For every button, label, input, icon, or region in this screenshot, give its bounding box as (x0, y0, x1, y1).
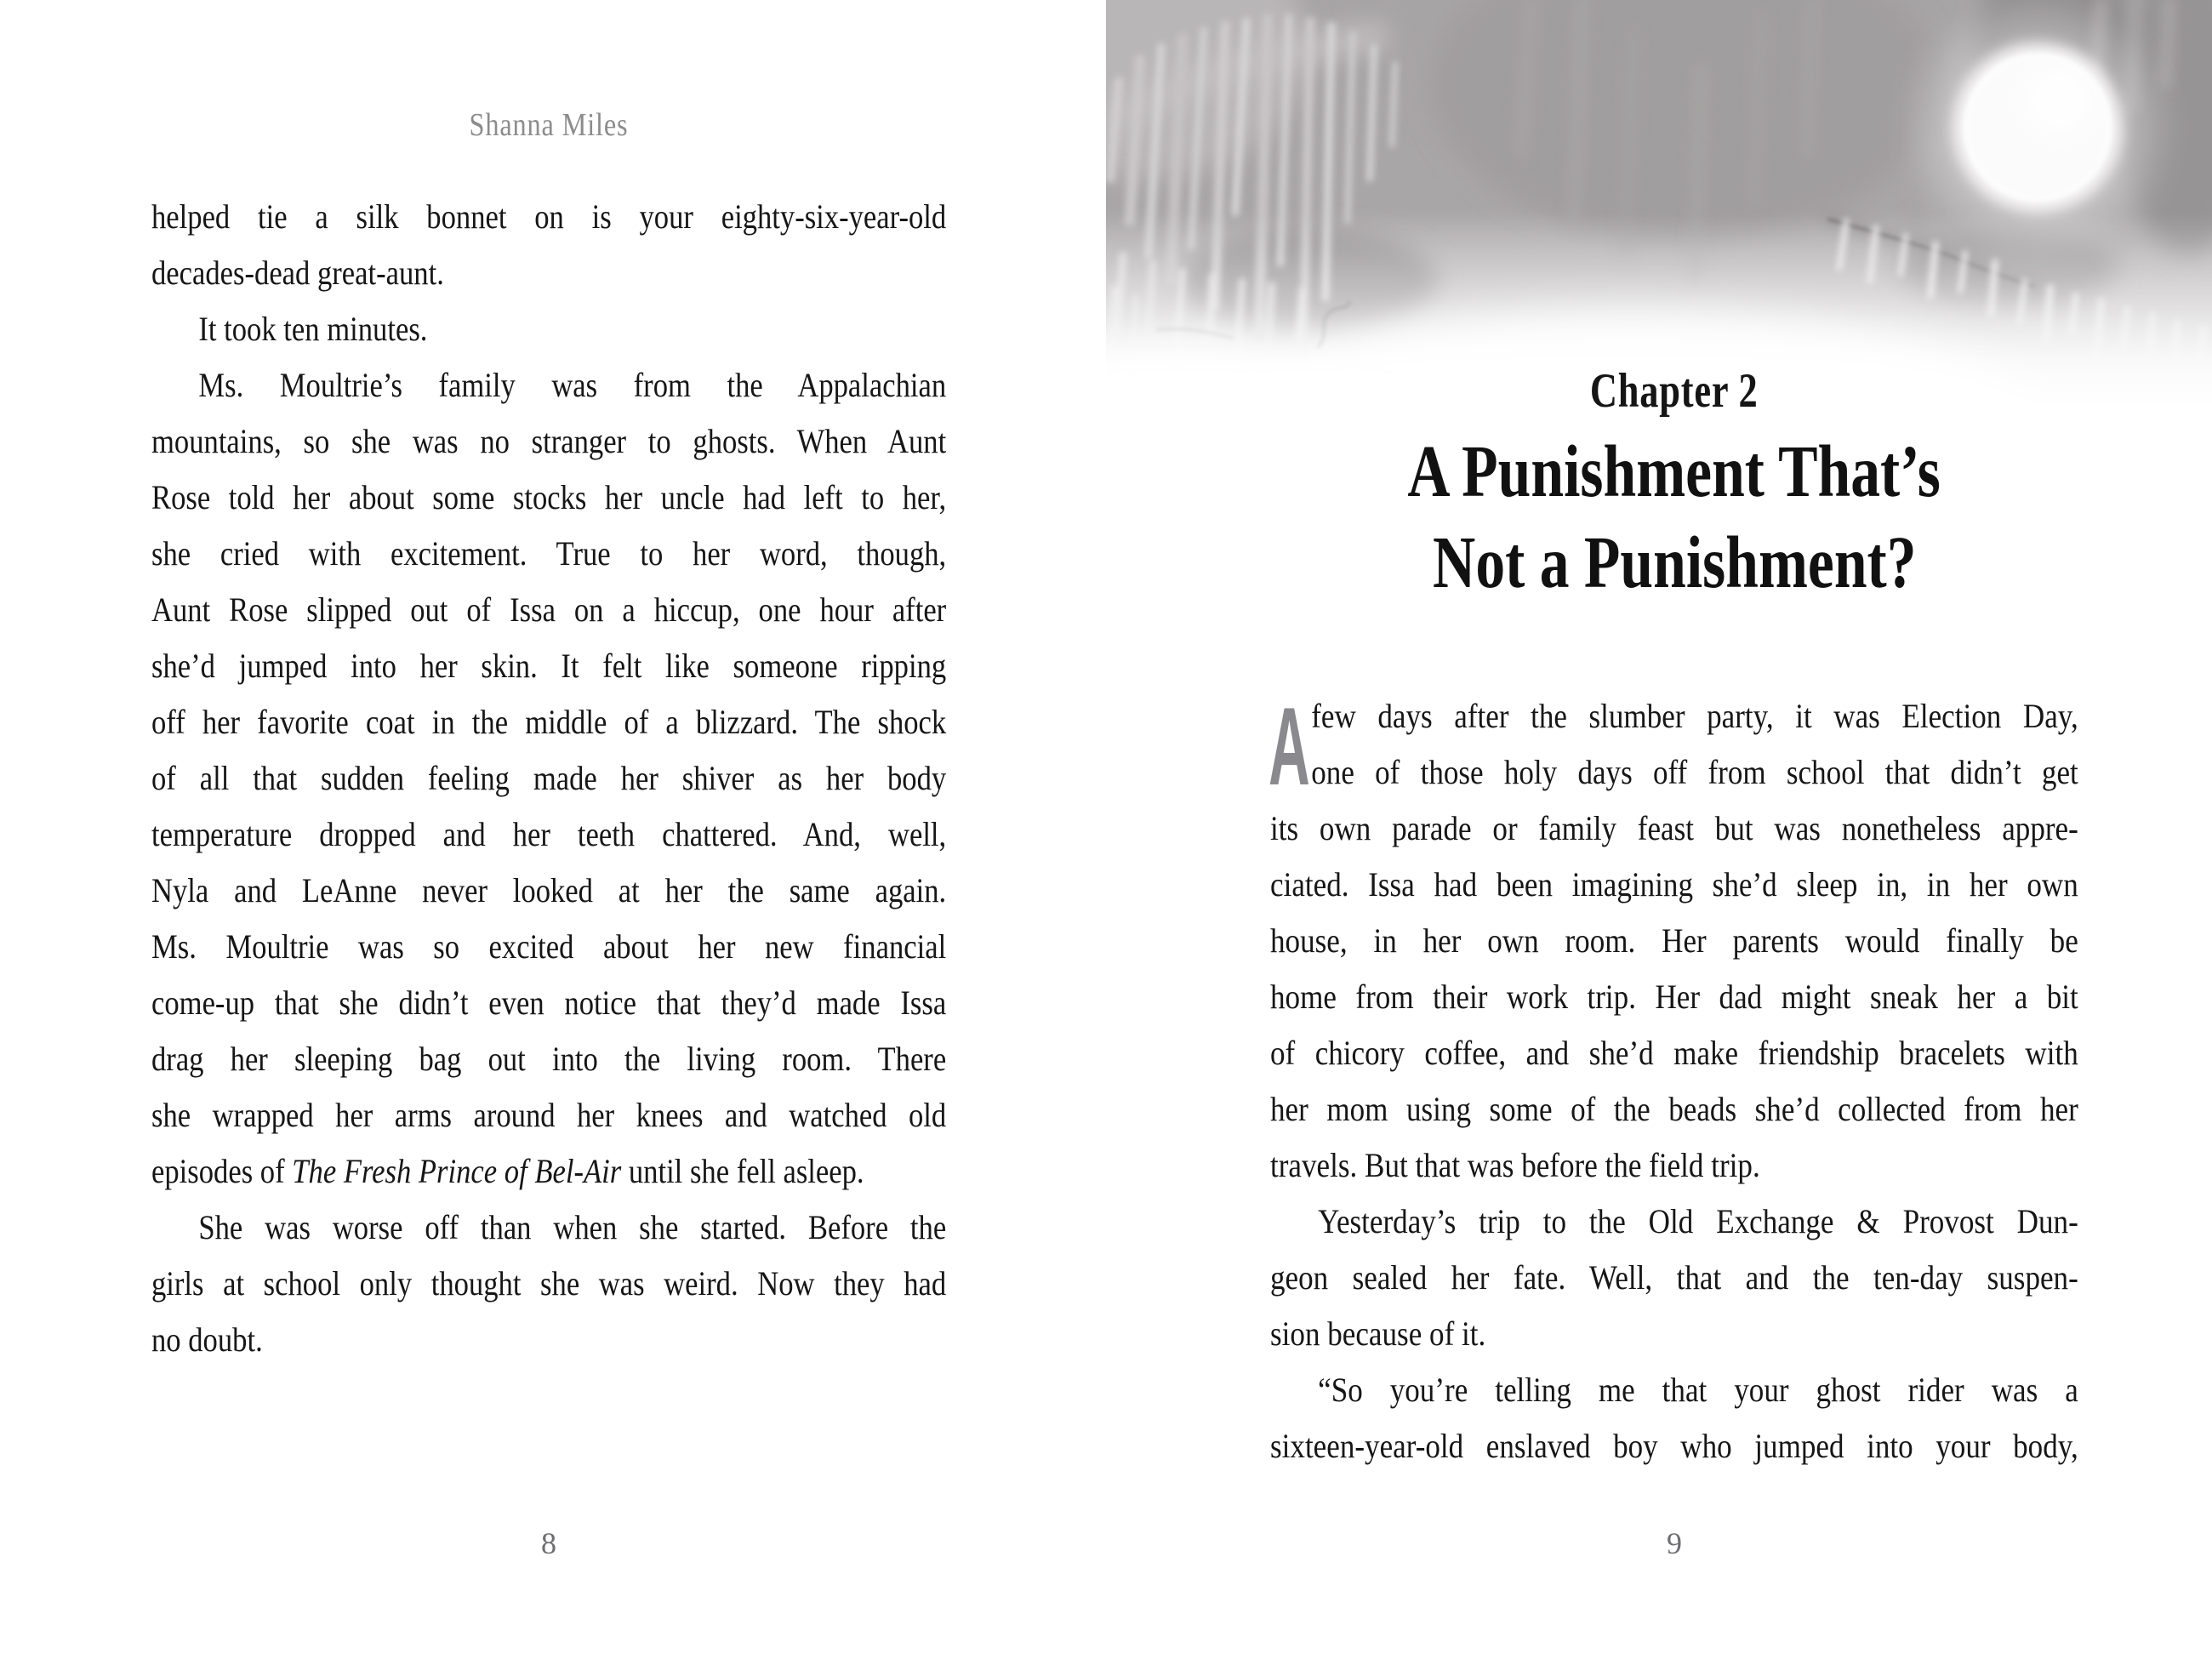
chapter-heading (1270, 361, 2078, 607)
text-line (151, 1031, 946, 1087)
text-line (1270, 969, 2078, 1025)
text-segment: come-up that she didn’t even notice that they’d made Issa (151, 983, 947, 1022)
text-segment: house, in her own room. Her parents would finally be (1270, 921, 2078, 960)
text-line (151, 863, 946, 919)
text-line (151, 694, 946, 750)
text-line (151, 189, 946, 245)
chapter-title-line-2: Not a Punishment? (1432, 521, 1917, 603)
text-segment: decades-dead great-aunt. (151, 254, 444, 292)
text-line (151, 470, 946, 526)
text-line (151, 301, 946, 357)
text-line (1270, 688, 2078, 744)
chapter-title (1270, 425, 2078, 607)
text-segment: she’d jumped into her skin. It felt like someone ripping (151, 647, 947, 685)
text-line (1270, 744, 2078, 801)
text-segment: geon sealed her fate. Well, that and the ten-day suspen- (1270, 1258, 2078, 1297)
chapter-number-label: Chapter 2 (1590, 364, 1759, 418)
chapter-title-line-1: A Punishment That’s (1407, 430, 1941, 512)
text-line (151, 582, 946, 638)
text-segment: It took ten minutes. (198, 310, 428, 348)
text-segment: sion because of it. (1270, 1314, 1486, 1353)
text-segment: she wrapped her arms around her knees and watched old (151, 1096, 947, 1134)
text-segment: home from their work trip. Her dad might sneak her a bit (1270, 978, 2078, 1016)
text-line (151, 975, 946, 1031)
text-segment: travels. But that was before the field trip. (1270, 1146, 1760, 1184)
text-line (1270, 801, 2078, 857)
text-segment: one of those holy days off from school that didn’t get (1311, 753, 2078, 791)
text-line (151, 807, 946, 863)
text-segment: Ms. Moultrie’s family was from the Appalachian (198, 366, 947, 404)
text-segment: its own parade or family feast but was nonetheless appre- (1270, 809, 2078, 847)
text-segment: Yesterday’s trip to the Old Exchange & Provost Dun- (1318, 1202, 2078, 1240)
text-line (1270, 1306, 2078, 1362)
text-line (1270, 913, 2078, 969)
text-segment: Ms. Moultrie was so excited about her new financial (151, 927, 947, 966)
text-segment: off her favorite coat in the middle of a blizzard. The shock (151, 703, 947, 741)
text-line (151, 245, 946, 301)
text-segment: Nyla and LeAnne never looked at her the same again. (151, 871, 947, 909)
text-line (151, 526, 946, 582)
text-line (1270, 1194, 2078, 1250)
page-number-right: 9 (1667, 1526, 1682, 1560)
text-segment: mountains, so she was no stranger to ghosts. When Aunt (151, 422, 947, 460)
text-line (151, 357, 946, 413)
text-line (1270, 1137, 2078, 1194)
page-number-left: 8 (541, 1526, 556, 1560)
text-line (151, 1143, 946, 1200)
text-line (1270, 1362, 2078, 1418)
text-segment: temperature dropped and her teeth chattered. And, well, (151, 815, 947, 853)
running-head: Shanna Miles (469, 107, 629, 143)
moon-icon (1920, 10, 2155, 245)
text-segment: ciated. Issa had been imagining she’d sleep in, in her own (1270, 865, 2078, 904)
italic-text-segment: The Fresh Prince of Bel-Air (292, 1152, 622, 1190)
text-segment: “So you’re telling me that your ghost rider was a (1318, 1371, 2078, 1409)
text-segment: helped tie a silk bonnet on is your eighty-six-year-old (151, 197, 947, 236)
text-segment: of all that sudden feeling made her shiver as her body (151, 759, 947, 797)
text-line (151, 919, 946, 975)
text-line (151, 638, 946, 694)
text-line (151, 750, 946, 807)
text-segment: few days after the slumber party, it was Election Day, (1311, 697, 2078, 735)
text-segment: Aunt Rose slipped out of Issa on a hiccup, one hour after (151, 590, 947, 629)
text-segment: of chicory coffee, and she’d make friendship bracelets with (1270, 1034, 2078, 1072)
text-segment: her mom using some of the beads she’d collected from her (1270, 1090, 2078, 1128)
text-segment: she cried with excitement. True to her word, though, (151, 534, 947, 573)
text-segment: She was worse off than when she started. Before the (198, 1208, 947, 1246)
text-segment: sixteen-year-old enslaved boy who jumped into your body, (1270, 1427, 2078, 1465)
text-line (1270, 1250, 2078, 1306)
right-page-body-text (1268, 684, 2078, 1474)
text-line (151, 1312, 946, 1368)
text-segment: girls at school only thought she was weird. Now they had (151, 1264, 947, 1303)
left-page-body-text (151, 189, 946, 1368)
text-segment: until she fell asleep. (621, 1152, 864, 1190)
text-line (1270, 857, 2078, 913)
text-line (151, 1256, 946, 1312)
text-segment: no doubt. (151, 1320, 263, 1359)
text-line (1270, 1025, 2078, 1081)
text-segment: Rose told her about some stocks her uncle had left to her, (151, 478, 947, 516)
text-line (151, 413, 946, 470)
text-segment: drag her sleeping bag out into the living room. There (151, 1040, 947, 1078)
text-line (1270, 1418, 2078, 1474)
text-segment: episodes of (151, 1152, 293, 1190)
text-line (151, 1087, 946, 1143)
text-line (1270, 1081, 2078, 1137)
drop-cap: A (1268, 684, 1310, 808)
text-line (151, 1200, 946, 1256)
